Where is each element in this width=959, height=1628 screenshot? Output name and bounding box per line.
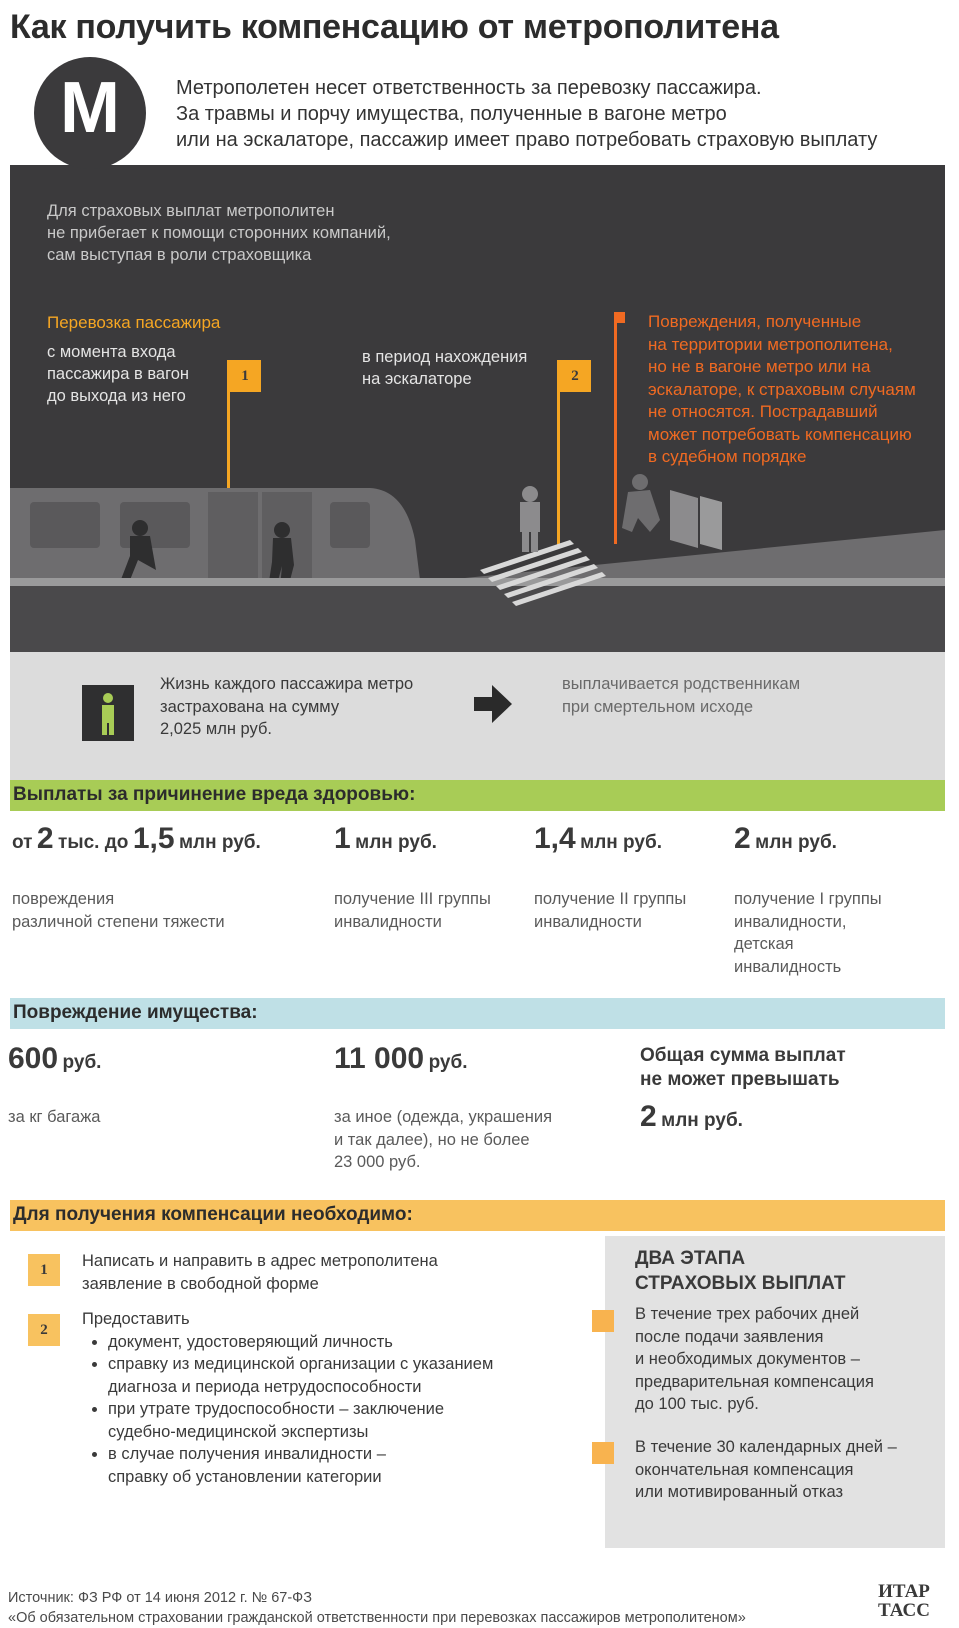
stage-2-marker — [592, 1442, 614, 1464]
life-insurance-text — [160, 673, 413, 741]
passenger-head — [274, 522, 290, 538]
stage-line: после подачи заявления — [635, 1327, 824, 1346]
case-line: на эскалаторе — [362, 370, 472, 388]
property-total-text — [640, 1044, 846, 1092]
property-section-header — [10, 998, 945, 1029]
amount-unit: тыс. до — [58, 832, 129, 853]
intro-line: Метрополетен несет ответственность за перевозку пассажира. — [176, 77, 762, 99]
train-window — [30, 502, 100, 548]
case-line: до выхода из него — [47, 387, 186, 405]
health-desc-1 — [12, 888, 225, 933]
desc-line: получение III группы — [334, 890, 491, 908]
health-item-3 — [534, 822, 662, 856]
warning-line: не относятся. Пострадавший — [648, 402, 878, 421]
case-train — [47, 341, 189, 407]
item-line: • документ, удостоверяющий личность — [108, 1332, 393, 1351]
step-1-text — [82, 1250, 438, 1295]
stage-line: до 100 тыс. руб. — [635, 1395, 759, 1413]
passenger-on-escalator — [520, 502, 540, 532]
train-door — [208, 492, 258, 580]
passenger-head — [522, 486, 538, 502]
item-line: справку об установлении категории — [108, 1467, 382, 1486]
amount-prefix: от — [12, 832, 33, 853]
amount-unit: руб. — [428, 1052, 468, 1073]
warning-line: Повреждения, полученные — [648, 312, 862, 331]
list-item — [108, 1331, 582, 1354]
stage-line: предварительная компенсация — [635, 1372, 874, 1391]
amount: 1 — [334, 822, 351, 855]
intro-line: За травмы и порчу имущества, полученные в вагоне метро — [176, 103, 727, 125]
arrow-right-icon — [474, 685, 514, 723]
step-2-number: 2 — [28, 1314, 60, 1346]
desc-line: за кг багажа — [8, 1108, 101, 1126]
item-line: • в случае получения инвалидности – — [108, 1445, 386, 1463]
turnstile — [700, 496, 722, 550]
stage-1-marker — [592, 1310, 614, 1332]
note-line: не прибегает к помощи сторонних компаний, — [47, 224, 391, 242]
person-icon — [82, 685, 134, 741]
warning-line: эскалаторе, к страховым случаям — [648, 379, 916, 399]
metro-scene-illustration — [10, 470, 945, 652]
property-desc-2 — [334, 1106, 552, 1174]
itar-tass-logo — [858, 1582, 950, 1620]
list-item — [108, 1398, 582, 1443]
section-title: Выплаты за причинение вреда здоровью: — [13, 784, 416, 805]
amount: 1,4 — [534, 822, 576, 855]
amount: 2 — [640, 1100, 657, 1133]
item-line: • справку из медицинской организации с указанием — [108, 1355, 494, 1373]
step-1-number: 1 — [28, 1254, 60, 1286]
desc-line: различной степени тяжести — [12, 912, 225, 931]
stage-line: В течение 30 календарных дней – — [635, 1438, 897, 1456]
metro-logo-letter: М — [60, 68, 120, 148]
stages-title — [635, 1246, 846, 1296]
desc-line: инвалидности, — [734, 912, 847, 931]
passenger-falling — [622, 490, 660, 532]
amount-unit: млн руб. — [661, 1110, 743, 1131]
desc-line: инвалидность — [734, 957, 842, 976]
property-total-amount — [640, 1100, 743, 1134]
section-title: Повреждение имущества: — [13, 1002, 258, 1023]
insurance-line: 2,025 млн руб. — [160, 720, 273, 738]
desc-line: получение I группы — [734, 890, 882, 908]
amount-unit: млн руб. — [755, 832, 837, 853]
property-item-2 — [334, 1042, 468, 1076]
flag-1: 1 — [229, 360, 261, 392]
case-line: в период нахождения — [362, 348, 528, 366]
requirements-section-header — [10, 1200, 945, 1231]
note-line: Для страховых выплат метрополитен — [47, 202, 335, 220]
insurance-line: Жизнь каждого пассажира метро — [160, 675, 414, 693]
self-insurer-note — [47, 200, 467, 266]
health-desc-4 — [734, 888, 882, 978]
death-payout-text — [562, 673, 800, 718]
amount: 1,5 — [132, 822, 175, 855]
case-line: пассажира в вагон — [47, 365, 190, 383]
intro-text — [176, 75, 877, 153]
health-section-header — [10, 780, 945, 811]
step-line: Написать и направить в адрес метрополитена — [82, 1252, 438, 1270]
desc-line: детская — [734, 935, 794, 953]
source-line: Источник: ФЗ РФ от 14 июня 2012 г. № 67-ФЗ — [8, 1590, 312, 1606]
warning-line: в судебном порядке — [648, 447, 807, 466]
case-escalator — [362, 346, 527, 390]
property-item-1 — [8, 1042, 101, 1076]
stage-line: или мотивированный отказ — [635, 1483, 844, 1501]
platform-floor — [10, 586, 945, 652]
desc-line: инвалидности — [334, 912, 442, 931]
warning-line: на территории метрополитена, — [648, 334, 893, 354]
flag-3 — [614, 312, 625, 323]
source-line: «Об обязательном страховании гражданской ответственности при перевозках пассажиров метрополитеном» — [8, 1610, 746, 1626]
amount-unit: руб. — [62, 1052, 102, 1073]
total-line: Общая сумма выплат — [640, 1045, 846, 1066]
item-line: судебно-медицинской экспертизы — [108, 1422, 369, 1441]
stage-1-text — [635, 1303, 874, 1416]
stages-title-line: ДВА ЭТАПА — [635, 1248, 746, 1269]
amount: 11 000 — [334, 1042, 425, 1075]
list-item — [108, 1443, 582, 1488]
list-item — [108, 1353, 582, 1398]
stages-title-line: СТРАХОВЫХ ВЫПЛАТ — [635, 1273, 846, 1294]
amount-unit: млн руб. — [355, 832, 437, 853]
step-title: Предоставить — [82, 1310, 190, 1328]
step-line: заявление в свободной форме — [82, 1274, 319, 1293]
logo-line: ИТАР — [878, 1581, 930, 1602]
amount-unit: млн руб. — [580, 832, 662, 853]
desc-line: и так далее), но не более — [334, 1130, 530, 1149]
non-insured-warning — [648, 311, 948, 469]
transport-label: Перевозка пассажира — [47, 313, 221, 332]
amount: 600 — [8, 1042, 59, 1075]
train-window — [330, 502, 370, 548]
warning-line: но не в вагоне метро или на — [648, 357, 871, 376]
case-line: с момента входа — [47, 343, 176, 361]
stage-line: окончательная компенсация — [635, 1460, 854, 1479]
desc-line: за иное (одежда, украшения — [334, 1108, 553, 1126]
item-line: • при утрате трудоспособности – заключение — [108, 1400, 445, 1418]
insurance-line: застрахована на сумму — [160, 697, 340, 716]
warning-line: может потребовать компенсацию — [648, 424, 912, 444]
desc-line: получение II группы — [534, 890, 687, 908]
desc-line: 23 000 руб. — [334, 1153, 421, 1171]
flag-2: 2 — [559, 360, 591, 392]
intro-line: или на эскалаторе, пассажир имеет право потребовать страховую выплату — [176, 129, 878, 151]
health-item-2 — [334, 822, 437, 856]
step-2-text — [82, 1308, 582, 1488]
health-desc-2 — [334, 888, 491, 933]
health-desc-3 — [534, 888, 686, 933]
result-line: выплачивается родственникам — [562, 675, 801, 693]
turnstile — [670, 490, 698, 548]
platform-edge — [10, 578, 945, 586]
stage-line: В течение трех рабочих дней — [635, 1305, 860, 1323]
desc-line: инвалидности — [534, 912, 642, 931]
item-line: диагноза и периода нетрудоспособности — [108, 1377, 422, 1396]
amount-unit: млн руб. — [179, 832, 261, 853]
page-title: Как получить компенсацию от метрополитена — [10, 8, 779, 46]
metro-logo — [34, 57, 146, 169]
result-line: при смертельном исходе — [562, 697, 754, 716]
desc-line: повреждения — [12, 890, 115, 908]
stage-2-text — [635, 1436, 897, 1504]
passenger-head — [132, 520, 148, 536]
stage-line: и необходимых документов – — [635, 1350, 860, 1368]
documents-list — [82, 1331, 582, 1489]
health-item-1 — [12, 822, 261, 856]
note-line: сам выступая в роли страховщика — [47, 246, 312, 264]
section-title: Для получения компенсации необходимо: — [13, 1204, 413, 1225]
amount: 2 — [734, 822, 751, 855]
passenger-head — [632, 474, 648, 490]
property-desc-1 — [8, 1106, 100, 1129]
source-note — [8, 1588, 746, 1628]
health-item-4 — [734, 822, 837, 856]
total-line: не может превышать — [640, 1069, 840, 1090]
logo-line: ТАСС — [878, 1600, 930, 1621]
amount: 2 — [36, 822, 54, 855]
